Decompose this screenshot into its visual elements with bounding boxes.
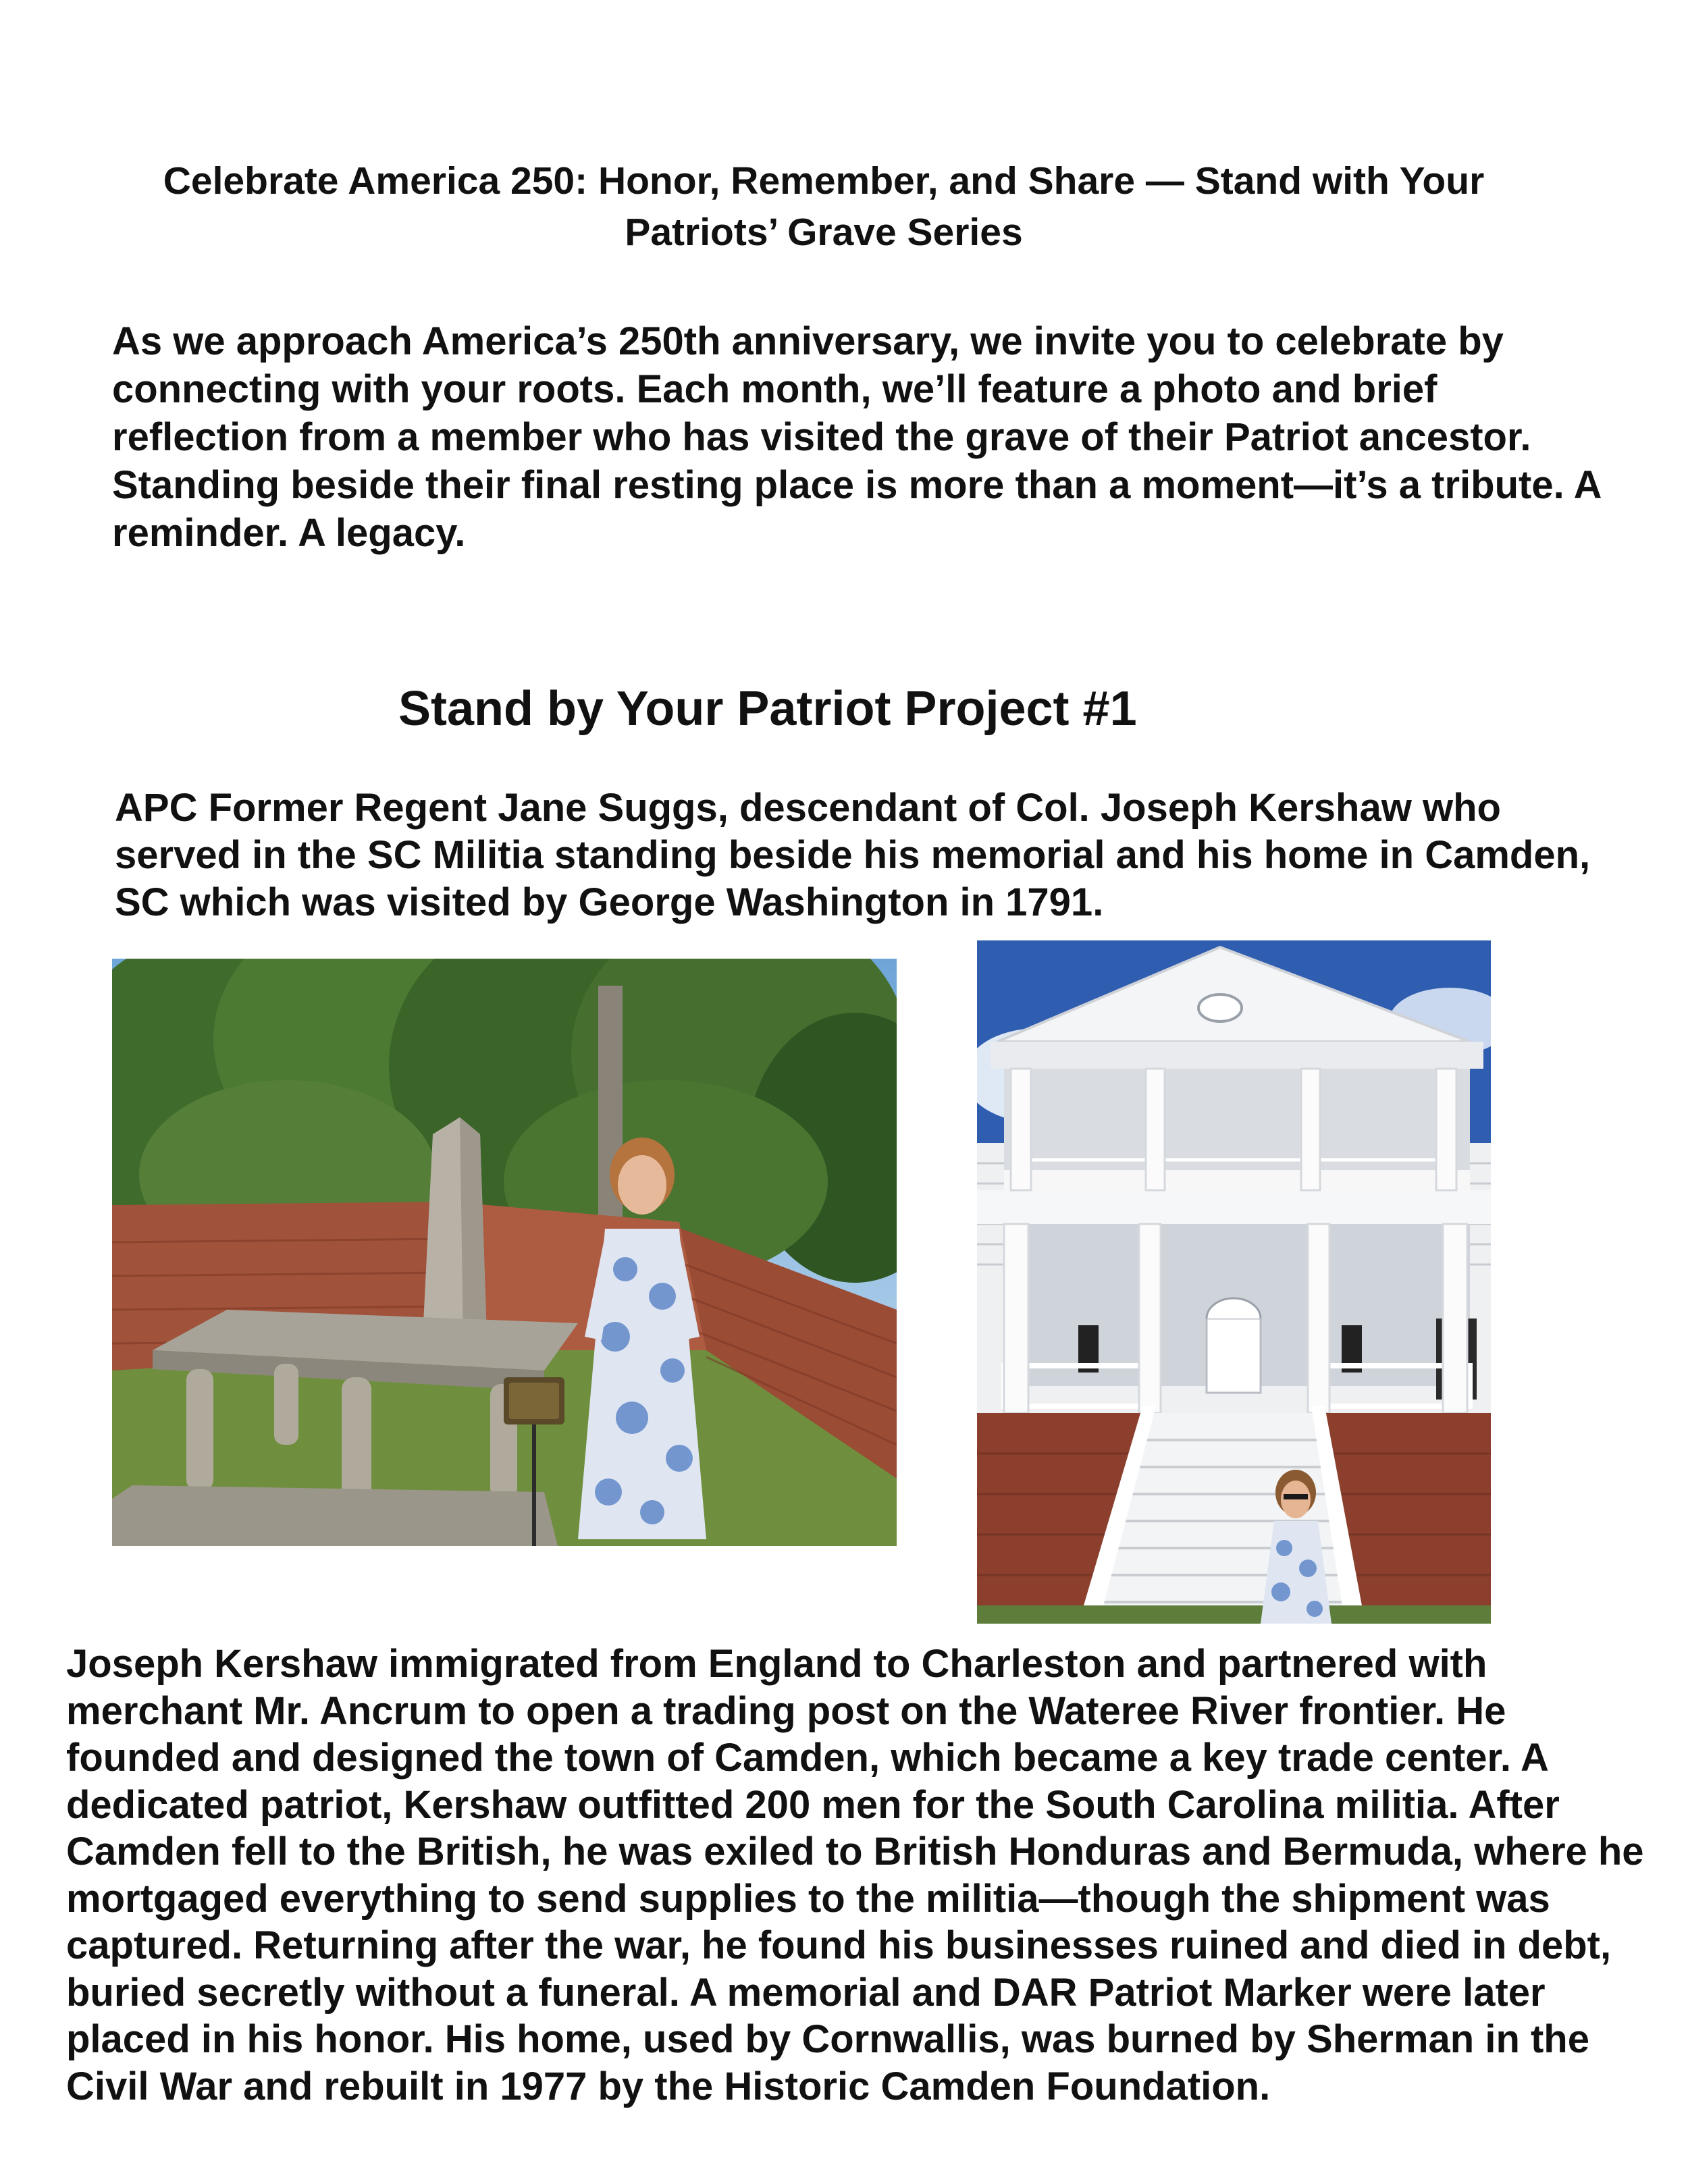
page-title-line-2: Patriots’ Grave Series (625, 211, 1023, 254)
intro-paragraph-2: Standing beside their final resting place is more than a moment—it’s a tribute. A reminder. A legacy. (112, 463, 1601, 555)
intro-paragraph-1: As we approach America’s 250th anniversary, we invite you to celebrate by connecting with your roots. Each month, we’ll feature a photo and brief reflection from a member who has visited the grave of their Patriot ancestor. (112, 319, 1531, 459)
patriot-biography: Joseph Kershaw immigrated from England to Charleston and partnered with merchant Mr. Ancrum to open a trading post on the Wateree River frontier. He founded and designed the town of Camden, which became a key trade center. A dedicated patriot, Kershaw outfitted 200 men for the South Carolina militia. After Camden fell to the British, he was exiled to British Honduras and Bermuda, where he mortgaged everything to send supplies to the militia—though the shipment was captured. Returning after the war, he found his businesses ruined and died in debt, buried secretly without a funeral. A memorial and DAR Patriot Marker were later placed in his honor. His home, used by Cornwallis, was burned by Sherman in the Civil War and rebuilt in 1977 by the Historic Camden Foundation. (66, 1642, 1644, 2108)
section-heading: Stand by Your Patriot Project #1 (398, 682, 1137, 736)
page-title-line-1: Celebrate America 250: Honor, Remember, and Share — Stand with Your (163, 159, 1485, 203)
intro-text (112, 317, 1611, 557)
kershaw-house-photo (977, 940, 1491, 1624)
page-title (95, 155, 1553, 258)
memorial-grave-photo (112, 959, 897, 1546)
photo-caption: APC Former Regent Jane Suggs, descendant of Col. Joseph Kershaw who served in the SC Militia standing beside his memorial and his home in Camden, SC which was visited by George Washington in 1791. (115, 786, 1591, 924)
